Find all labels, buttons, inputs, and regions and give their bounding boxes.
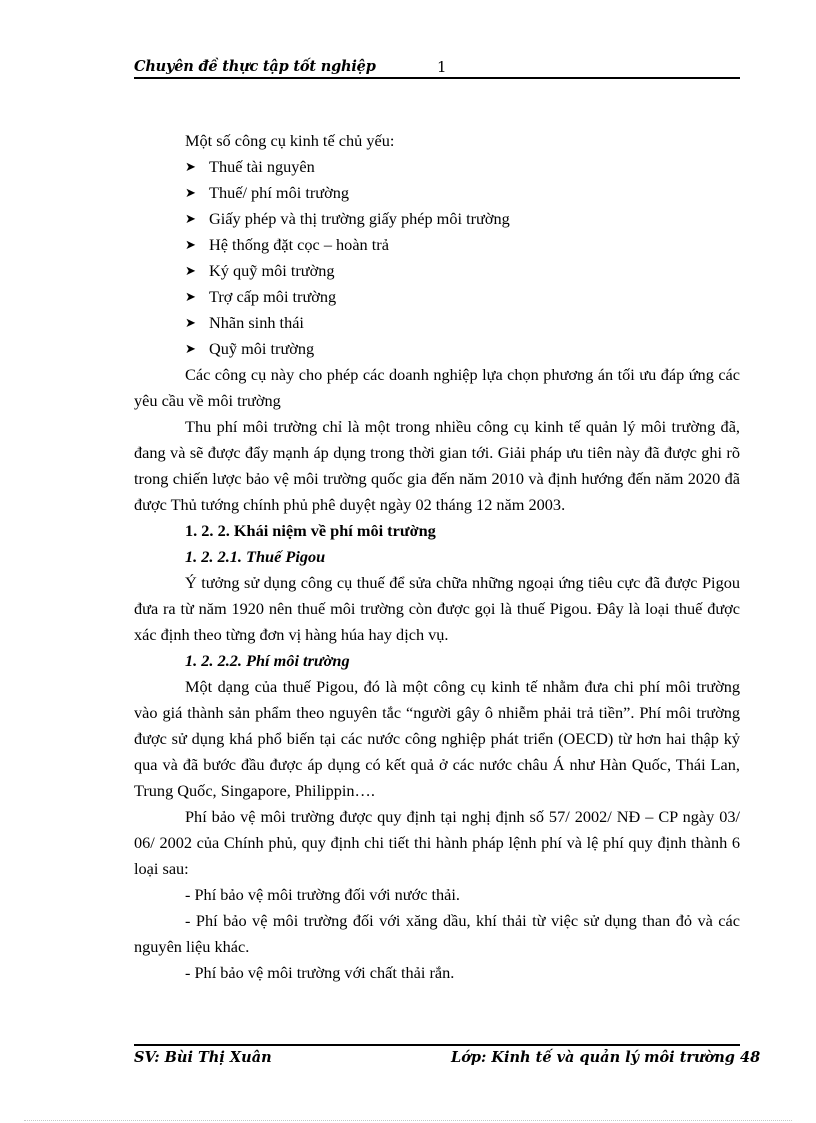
bullet-item: ➤ Trợ cấp môi trường — [134, 284, 740, 310]
bullet-item: ➤ Thuế tài nguyên — [134, 154, 740, 180]
section-heading-1-2-2: 1. 2. 2. Khái niệm về phí môi trường — [185, 521, 436, 540]
arrow-bullet-icon: ➤ — [185, 185, 196, 200]
arrow-bullet-icon: ➤ — [185, 315, 196, 330]
dash-item: - Phí bảo vệ môi trường đối với nước thải. — [185, 885, 461, 904]
paragraph-env-fee: Một dạng của thuế Pigou, đó là một công cụ kinh tế nhằm đưa chi phí môi trường vào giá thành sản phẩm theo nguyên tắc “người gây ô nhiễm phải trả tiền”. Phí môi trường được sử dụng khá phổ biến tại các nước công nghiệp phát triển (OECD) từ hơn hai thập kỷ qua và đã bước đầu được áp dụng có kết quả ở các nước châu Á như Hàn Quốc, Thái Lan, Trung Quốc, Singapore, Philippin…. — [134, 677, 740, 800]
intro-paragraph: Một số công cụ kinh tế chủ yếu: — [185, 131, 395, 150]
footer-class: Lớp: Kinh tế và quản lý môi trường 48 — [451, 1049, 761, 1066]
bullet-item: ➤ Nhãn sinh thái — [134, 310, 740, 336]
paragraph-tools: Các công cụ này cho phép các doanh nghiệp lựa chọn phương án tối ưu đáp ứng các yêu cầu về môi trường — [134, 365, 740, 410]
arrow-bullet-icon: ➤ — [185, 211, 196, 226]
header-rule — [134, 77, 740, 79]
footer-student: SV: Bùi Thị Xuân — [134, 1049, 272, 1066]
paragraph-fee-collection: Thu phí môi trường chỉ là một trong nhiều công cụ kinh tế quản lý môi trường đã, đang và sẽ được đẩy mạnh áp dụng trong thời gian tới. Giải pháp ưu tiên này đã được ghi rõ trong chiến lược bảo vệ môi trường quốc gia đến năm 2010 và định hướng đến năm 2020 đã được Thủ tướng chính phủ phê duyệt ngày 02 tháng 12 năm 2003. — [134, 417, 740, 514]
bullet-item: ➤ Hệ thống đặt cọc – hoàn trả — [134, 232, 740, 258]
document-body — [134, 128, 740, 986]
dash-item: - Phí bảo vệ môi trường với chất thải rắn. — [185, 963, 455, 982]
paragraph-pigou: Ý tưởng sử dụng công cụ thuế để sửa chữa những ngoại ứng tiêu cực đã được Pigou đưa ra từ năm 1920 nên thuế môi trường còn được gọi là thuế Pigou. Đây là loại thuế được xác định theo từng đơn vị hàng húa hay dịch vụ. — [134, 573, 740, 644]
dash-item: - Phí bảo vệ môi trường đối với xăng dầu, khí thải từ việc sử dụng than đỏ và các nguyên liệu khác. — [134, 911, 740, 956]
arrow-bullet-icon: ➤ — [185, 237, 196, 252]
bullet-item: ➤ Quỹ môi trường — [134, 336, 740, 362]
page-number: 1 — [437, 58, 447, 76]
arrow-bullet-icon: ➤ — [185, 263, 196, 278]
bullet-item: ➤ Thuế/ phí môi trường — [134, 180, 740, 206]
section-heading-1-2-2-1: 1. 2. 2.1. Thuế Pigou — [185, 547, 326, 566]
bullet-item: ➤ Ký quỹ môi trường — [134, 258, 740, 284]
arrow-bullet-icon: ➤ — [185, 159, 196, 174]
footer-rule — [134, 1044, 740, 1046]
section-heading-1-2-2-2: 1. 2. 2.2. Phí môi trường — [185, 651, 350, 670]
arrow-bullet-icon: ➤ — [185, 341, 196, 356]
header-title: Chuyên đề thực tập tốt nghiệp — [134, 58, 376, 75]
page-bottom-border — [24, 1120, 792, 1121]
arrow-bullet-icon: ➤ — [185, 289, 196, 304]
bullet-item: ➤ Giấy phép và thị trường giấy phép môi trường — [134, 206, 740, 232]
paragraph-decree: Phí bảo vệ môi trường được quy định tại nghị định số 57/ 2002/ NĐ – CP ngày 03/ 06/ 2002 của Chính phủ, quy định chi tiết thi hành pháp lệnh phí và lệ phí quy định thành 6 loại sau: — [134, 807, 740, 878]
